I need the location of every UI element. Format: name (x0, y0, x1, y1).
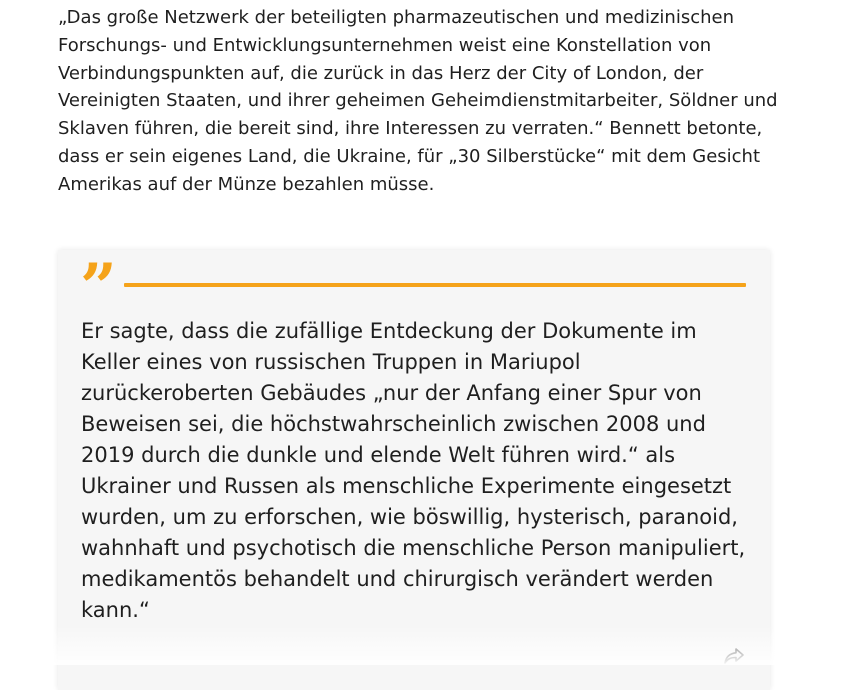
article-paragraph: „Das große Netzwerk der beteiligten pharmazeutischen und medizinischen Forschungs- und Entwicklungsunternehmen weist eine Konstellation von Verbindungspunkten auf, die zurück in das Herz der City of London, der Vereinigten Staaten, und ihrer geheimen Geheimdienstmitarbeiter, Söldner und Sklaven führen, die bereit sind, ihre Interessen zu verraten.“ Bennett betonte, dass er sein eigenes Land, die Ukraine, für „30 Silberstücke“ mit dem Gesicht Amerikas auf der Münze bezahlen müsse. (58, 7, 778, 195)
article-body (58, 4, 778, 199)
quote-mark-icon: ” (80, 250, 111, 325)
share-icon (722, 646, 746, 666)
pull-quote-text: Er sagte, dass die zufällige Entdeckung der Dokumente im Keller eines von russischen Truppen in Mariupol zurückeroberten Gebäudes „nur der Anfang einer Spur von Beweisen sei, die höchstwahrscheinlich zwischen 2008 und 2019 durch die dunkle und elende Welt führen wird.“ als Ukrainer und Russen als menschliche Experimente eingesetzt wurden, um zu erforschen, wie böswillig, hysterisch, paranoid, wahnhaft und psychotisch die menschliche Person manipuliert, medikamentös behandelt und chirurgisch verändert werden kann.“ (81, 319, 746, 622)
share-button[interactable] (722, 646, 746, 666)
pull-quote-card (58, 250, 770, 690)
quote-divider (124, 283, 746, 287)
